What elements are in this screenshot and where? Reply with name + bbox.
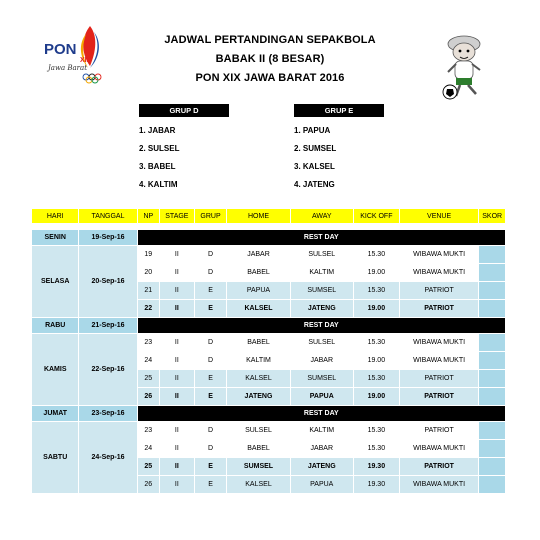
title-line-2: BABAK II (8 BESAR) — [215, 53, 325, 65]
day-date: 21-Sep-16 — [79, 318, 137, 334]
match-stage: II — [160, 370, 195, 388]
match-skor — [479, 458, 506, 476]
match-kickoff: 19.00 — [353, 264, 399, 282]
day-date: 23-Sep-16 — [79, 406, 137, 422]
match-stage: II — [160, 422, 195, 440]
match-row — [32, 334, 506, 352]
match-away: KALTIM — [290, 264, 353, 282]
match-home: KALSEL — [227, 300, 290, 318]
table-header-row — [32, 209, 506, 224]
match-venue: PATRIOT — [399, 282, 479, 300]
match-skor — [479, 246, 506, 264]
rest-day-label: REST DAY — [137, 406, 505, 422]
match-stage: II — [160, 246, 195, 264]
match-kickoff: 15.30 — [353, 282, 399, 300]
match-away: PAPUA — [290, 388, 353, 406]
match-grup: D — [194, 264, 227, 282]
match-home: SUMSEL — [227, 458, 290, 476]
match-skor — [479, 440, 506, 458]
col-header-away: AWAY — [290, 209, 353, 224]
group-e-item: 1. PAPUA — [294, 126, 331, 135]
match-skor — [479, 388, 506, 406]
match-venue: PATRIOT — [399, 388, 479, 406]
match-np: 25 — [137, 458, 159, 476]
match-home: BABEL — [227, 264, 290, 282]
group-d-item: 2. SULSEL — [139, 144, 180, 153]
match-stage: II — [160, 282, 195, 300]
rest-day-row — [32, 230, 506, 246]
match-kickoff: 19.00 — [353, 388, 399, 406]
match-grup: D — [194, 352, 227, 370]
match-grup: D — [194, 334, 227, 352]
match-kickoff: 15.30 — [353, 422, 399, 440]
match-np: 23 — [137, 422, 159, 440]
match-np: 21 — [137, 282, 159, 300]
mascot-graphic — [436, 30, 498, 102]
match-home: BABEL — [227, 440, 290, 458]
day-name: JUMAT — [32, 406, 79, 422]
match-kickoff: 19.30 — [353, 458, 399, 476]
day-name: SELASA — [32, 246, 79, 318]
match-grup: E — [194, 458, 227, 476]
match-np: 26 — [137, 476, 159, 494]
match-grup: E — [194, 476, 227, 494]
pon-logo-graphic — [42, 22, 110, 86]
match-away: SULSEL — [290, 334, 353, 352]
day-date: 22-Sep-16 — [79, 334, 137, 406]
schedule-body — [32, 224, 506, 494]
group-d-header: GRUP D — [139, 104, 229, 117]
match-away: JATENG — [290, 458, 353, 476]
match-stage: II — [160, 334, 195, 352]
col-header-skor: SKOR — [479, 209, 506, 224]
match-kickoff: 15.30 — [353, 440, 399, 458]
match-row — [32, 422, 506, 440]
match-venue: PATRIOT — [399, 422, 479, 440]
match-kickoff: 19.30 — [353, 476, 399, 494]
group-e-item: 2. SUMSEL — [294, 144, 337, 153]
match-away: SULSEL — [290, 246, 353, 264]
day-date: 19-Sep-16 — [79, 230, 137, 246]
match-skor — [479, 300, 506, 318]
pon-logo — [42, 22, 110, 86]
col-header-grup: GRUP — [194, 209, 227, 224]
match-home: JABAR — [227, 246, 290, 264]
match-stage: II — [160, 440, 195, 458]
match-np: 25 — [137, 370, 159, 388]
rest-day-row — [32, 406, 506, 422]
match-away: SUMSEL — [290, 282, 353, 300]
match-grup: E — [194, 388, 227, 406]
match-np: 26 — [137, 388, 159, 406]
match-away: JABAR — [290, 440, 353, 458]
match-home: SULSEL — [227, 422, 290, 440]
match-skor — [479, 476, 506, 494]
match-np: 23 — [137, 334, 159, 352]
rest-day-label: REST DAY — [137, 318, 505, 334]
match-grup: E — [194, 370, 227, 388]
day-date: 20-Sep-16 — [79, 246, 137, 318]
group-d-list — [139, 104, 229, 194]
match-stage: II — [160, 352, 195, 370]
col-header-kickoff: KICK OFF — [353, 209, 399, 224]
match-grup: D — [194, 422, 227, 440]
match-kickoff: 19.00 — [353, 352, 399, 370]
match-home: KALSEL — [227, 370, 290, 388]
match-np: 24 — [137, 440, 159, 458]
match-venue: PATRIOT — [399, 458, 479, 476]
group-e-list — [294, 104, 384, 194]
match-skor — [479, 370, 506, 388]
match-kickoff: 15.30 — [353, 370, 399, 388]
match-stage: II — [160, 300, 195, 318]
group-e-item: 4. JATENG — [294, 180, 335, 189]
title-line-1: JADWAL PERTANDINGAN SEPAKBOLA — [164, 34, 376, 46]
group-d-item: 1. JABAR — [139, 126, 176, 135]
match-venue: PATRIOT — [399, 370, 479, 388]
match-home: PAPUA — [227, 282, 290, 300]
match-venue: WIBAWA MUKTI — [399, 352, 479, 370]
match-home: JATENG — [227, 388, 290, 406]
title-line-3: PON XIX JAWA BARAT 2016 — [195, 72, 345, 84]
match-kickoff: 15.30 — [353, 246, 399, 264]
day-name: SABTU — [32, 422, 79, 494]
day-name: RABU — [32, 318, 79, 334]
match-np: 19 — [137, 246, 159, 264]
logo-text-main: PON — [44, 41, 77, 58]
match-grup: E — [194, 300, 227, 318]
group-e-header: GRUP E — [294, 104, 384, 117]
match-skor — [479, 282, 506, 300]
match-skor — [479, 334, 506, 352]
match-stage: II — [160, 476, 195, 494]
match-away: SUMSEL — [290, 370, 353, 388]
match-venue: WIBAWA MUKTI — [399, 334, 479, 352]
col-header-home: HOME — [227, 209, 290, 224]
match-venue: WIBAWA MUKTI — [399, 246, 479, 264]
col-header-stage: STAGE — [160, 209, 195, 224]
col-header-tanggal: TANGGAL — [79, 209, 137, 224]
match-row — [32, 246, 506, 264]
match-kickoff: 19.00 — [353, 300, 399, 318]
match-away: JABAR — [290, 352, 353, 370]
match-skor — [479, 352, 506, 370]
match-home: BABEL — [227, 334, 290, 352]
mascot-image — [436, 30, 498, 102]
match-stage: II — [160, 388, 195, 406]
match-stage: II — [160, 264, 195, 282]
col-header-venue: VENUE — [399, 209, 479, 224]
match-away: PAPUA — [290, 476, 353, 494]
match-np: 24 — [137, 352, 159, 370]
schedule-table — [32, 209, 506, 494]
group-d-item: 4. KALTIM — [139, 180, 178, 189]
rest-day-row — [32, 318, 506, 334]
day-name: SENIN — [32, 230, 79, 246]
group-e-item: 3. KALSEL — [294, 162, 335, 171]
match-venue: WIBAWA MUKTI — [399, 440, 479, 458]
rest-day-label: REST DAY — [137, 230, 505, 246]
match-np: 20 — [137, 264, 159, 282]
match-stage: II — [160, 458, 195, 476]
col-header-np: NP — [137, 209, 159, 224]
match-grup: E — [194, 282, 227, 300]
day-name: KAMIS — [32, 334, 79, 406]
match-grup: D — [194, 440, 227, 458]
match-skor — [479, 264, 506, 282]
match-skor — [479, 422, 506, 440]
match-away: JATENG — [290, 300, 353, 318]
match-grup: D — [194, 246, 227, 264]
match-venue: WIBAWA MUKTI — [399, 476, 479, 494]
match-away: KALTIM — [290, 422, 353, 440]
match-kickoff: 15.30 — [353, 334, 399, 352]
match-home: KALSEL — [227, 476, 290, 494]
logo-text-roman: XIX — [80, 57, 92, 64]
day-date: 24-Sep-16 — [79, 422, 137, 494]
match-venue: PATRIOT — [399, 300, 479, 318]
match-home: KALTIM — [227, 352, 290, 370]
group-d-item: 3. BABEL — [139, 162, 176, 171]
match-venue: WIBAWA MUKTI — [399, 264, 479, 282]
col-header-hari: HARI — [32, 209, 79, 224]
logo-text-script: Jawa Barat — [48, 64, 88, 72]
match-np: 22 — [137, 300, 159, 318]
